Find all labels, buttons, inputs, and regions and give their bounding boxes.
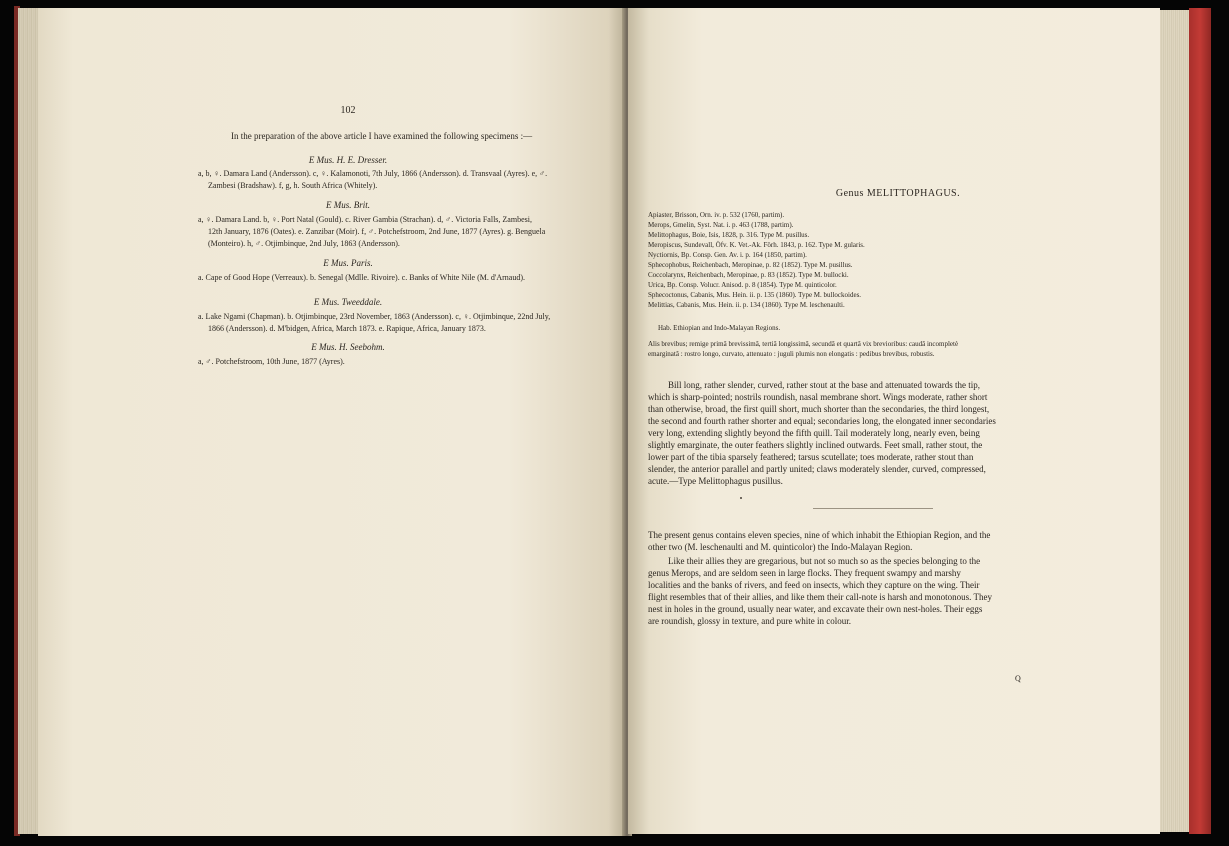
latin-description-line: emarginatâ : rostro longo, curvato, attenuato : juguli plumis non elongatis : pedibus brevibus, robustis. <box>648 350 935 358</box>
description-line: acute.—Type Melittophagus pusillus. <box>648 476 783 486</box>
paragraph-line: are roundish, glossy in texture, and pure white in colour. <box>648 616 851 626</box>
page-edges-right <box>1158 10 1190 832</box>
right-page <box>628 8 1160 834</box>
specimen-line: a. Cape of Good Hope (Verreaux). b. Senegal (Mdlle. Rivoire). c. Banks of White Nile (M. d'Arnaud). <box>198 273 525 282</box>
latin-description-line: Alis brevibus; remige primâ brevissimâ, tertiâ longissimâ, secundâ et quartâ vix brevioribus: caudâ incompletè <box>648 340 959 348</box>
synonym-line: Meropiscus, Sundevall, Öfv. K. Vet.-Ak. Förh. 1843, p. 162. Type M. gularis. <box>648 241 865 249</box>
description-line: which is sharp-pointed; nostrils roundish, nasal membrane short. Wings moderate, rather short <box>648 392 988 402</box>
signature-mark: Q <box>1015 674 1021 683</box>
left-page <box>38 8 626 836</box>
description-line: slightly emarginate, the outer feathers slightly inclined outwards. Feet small, rather stout, the <box>648 440 983 450</box>
section-heading: E Mus. Paris. <box>323 258 373 268</box>
section-heading: E Mus. Tweeddale. <box>313 297 383 307</box>
stray-mark <box>740 497 742 499</box>
book-cover-right <box>1189 8 1211 834</box>
specimen-line: a, b, ♀. Damara Land (Andersson). c, ♀. Kalamonoti, 7th July, 1866 (Andersson). d. Transvaal (Ayres). e, ♂. <box>198 169 548 178</box>
genus-title: Genus MELITTOPHAGUS. <box>835 188 961 199</box>
section-heading: E Mus. Brit. <box>326 200 370 210</box>
synonym-line: Merops, Gmelin, Syst. Nat. i. p. 463 (1788, partim). <box>648 221 794 229</box>
paragraph-line: other two (M. leschenaulti and M. quinticolor) the Indo-Malayan Region. <box>648 542 913 552</box>
section-heading: E Mus. H. Seebohm. <box>311 342 385 352</box>
specimen-line: Zambesi (Bradshaw). f, g, h. South Africa (Whitely). <box>208 181 378 190</box>
synonym-line: Melittias, Cabanis, Mus. Hein. ii. p. 134 (1860). Type M. leschenaulti. <box>648 301 845 309</box>
paragraph-line: genus Merops, and are seldom seen in large flocks. They frequent swampy and marshy <box>648 568 961 578</box>
paragraph-line: Like their allies they are gregarious, but not so much so as the species belonging to the <box>668 556 981 566</box>
paragraph-line: flight resembles that of their allies, and like them their call-note is harsh and monotonous. They <box>648 592 992 602</box>
section-heading: E Mus. H. E. Dresser. <box>308 155 388 165</box>
specimen-line: a, ♀. Damara Land. b, ♀. Port Natal (Gould). c. River Gambia (Strachan). d, ♂. Victoria Falls, Zambesi, <box>198 215 532 224</box>
specimen-line: 1866 (Andersson). d. M'bidgen, Africa, March 1873. e. Rapique, Africa, January 1873. <box>208 324 486 333</box>
synonym-line: Nyctiornis, Bp. Consp. Gen. Av. i. p. 164 (1850, partim). <box>648 251 807 259</box>
description-line: the second and fourth rather shorter and equal; secondaries long, the elongated inner secondaries <box>648 416 996 426</box>
specimen-line: a. Lake Ngami (Chapman). b. Otjimbinque, 23rd November, 1863 (Andersson). c, ♀. Otjimbinque, 22nd July, <box>198 312 551 321</box>
description-line: very long, extending slightly beyond the fifth quill. Tail moderately long, nearly even, being <box>648 428 980 438</box>
synonym-line: Coccolarynx, Reichenbach, Meropinae, p. 83 (1852). Type M. bullocki. <box>648 271 849 279</box>
intro-text: In the preparation of the above article I have examined the following specimens :— <box>231 131 533 141</box>
paragraph-line: nest in holes in the ground, usually near water, and excavate their own nest-holes. Their eggs <box>648 604 983 614</box>
description-line: Bill long, rather slender, curved, rather stout at the base and attenuated towards the tip, <box>668 380 981 390</box>
page-number: 102 <box>340 105 356 116</box>
synonym-line: Melittophagus, Boie, Isis, 1828, p. 316. Type M. pusillus. <box>648 231 810 239</box>
synonym-line: Apiaster, Brisson, Orn. iv. p. 532 (1760, partim). <box>648 211 785 219</box>
paragraph-line: localities and the banks of rivers, and feed on insects, which they capture on the wing. Their <box>648 580 980 590</box>
habitat-line: Hab. Ethiopian and Indo-Malayan Regions. <box>658 324 781 332</box>
page-edges-left <box>18 8 40 834</box>
description-line: lower part of the tibia sparsely feathered; tarsus scutellate; toes moderate, rather stout than <box>648 452 974 462</box>
specimen-line: (Monteiro). h, ♂. Otjimbinque, 2nd July, 1863 (Andersson). <box>208 239 400 248</box>
specimen-line: a, ♂. Potchefstroom, 10th June, 1877 (Ayres). <box>198 357 345 366</box>
specimen-line: 12th January, 1876 (Oates). e. Zanzibar (Moir). f, ♂. Potchefstroom, 2nd June, 1877 (Ayres). g. Benguela <box>208 227 546 236</box>
description-line: than otherwise, broad, the first quill short, much shorter than the secondaries, the third longest, <box>648 404 990 414</box>
section-divider <box>813 508 933 509</box>
paragraph-line: The present genus contains eleven species, nine of which inhabit the Ethiopian Region, and the <box>648 530 991 540</box>
synonym-line: Urica, Bp. Consp. Volucr. Anisod. p. 8 (1854). Type M. quinticolor. <box>648 281 837 289</box>
description-line: slender, the anterior parallel and partly united; claws moderately slender, curved, compressed, <box>648 464 986 474</box>
synonym-line: Sphecophobus, Reichenbach, Meropinae, p. 82 (1852). Type M. pusillus. <box>648 261 853 269</box>
synonym-line: Sphecoctonus, Cabanis, Mus. Hein. ii. p. 135 (1860). Type M. bullockoides. <box>648 291 862 299</box>
